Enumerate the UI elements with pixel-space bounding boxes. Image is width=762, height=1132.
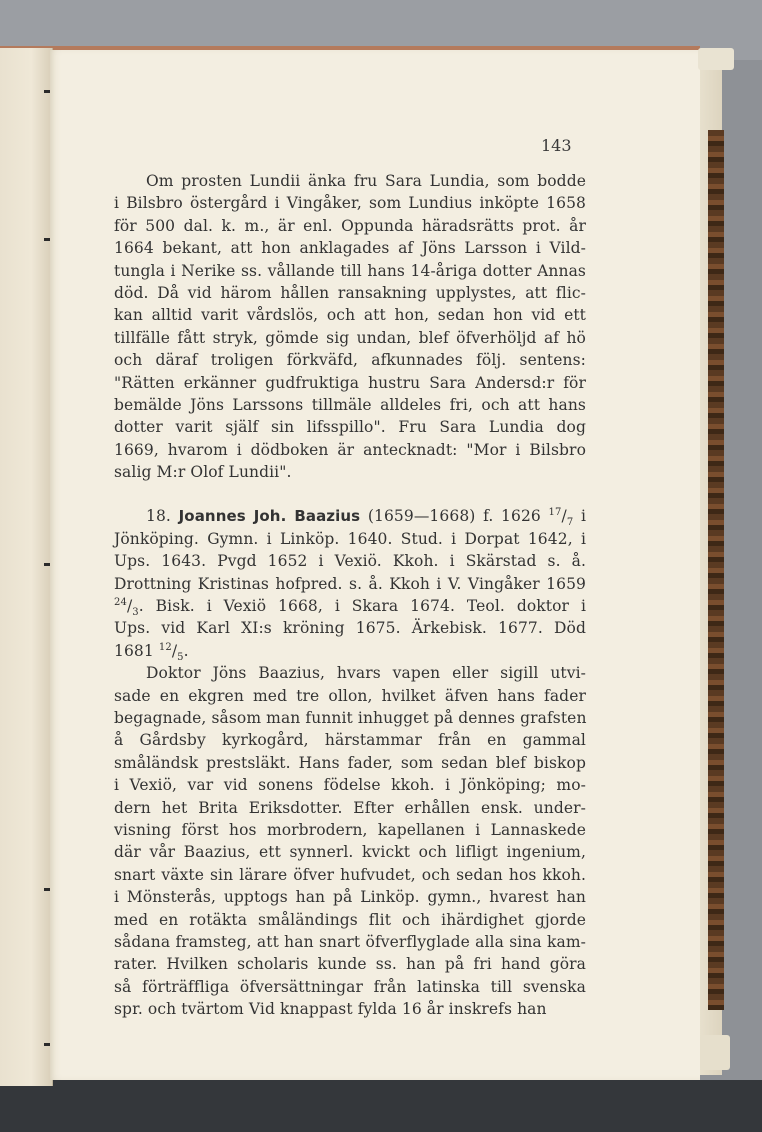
background-bottom bbox=[0, 1080, 762, 1132]
date-day: 24 bbox=[114, 596, 127, 608]
entry-years: (1659—1668) f. 1626 bbox=[367, 507, 541, 526]
left-page bbox=[0, 48, 53, 1086]
text-line: för 500 dal. k. m., är enl. Oppunda häradsrätts prot. år bbox=[114, 216, 586, 235]
text-line: spr. och tvärtom Vid knappast fylda 16 år inskrefs han bbox=[114, 1000, 547, 1019]
text-line: rater. Hvilken scholaris kunde ss. han på fri hand göra bbox=[114, 955, 586, 974]
text-line: i Bilsbro östergård i Vingåker, som Lundius inköpte 1658 bbox=[114, 194, 586, 213]
text-line: snart växte sin lärare öfver hufvudet, och sedan hos kkoh. bbox=[114, 865, 586, 884]
death-month: 5 bbox=[177, 651, 184, 663]
date-month: 3 bbox=[132, 607, 139, 619]
text-line: salig M:r Olof Lundii". bbox=[114, 463, 292, 482]
page-number: 143 bbox=[541, 136, 572, 155]
text-line: död. Då vid härom hållen ransakning upplystes, att flic- bbox=[114, 283, 586, 302]
entry-name: Joannes Joh. Baazius bbox=[178, 507, 361, 526]
entry-heading-line: 18. Joannes Joh. Baazius (1659—1668) f. 1626 $^{17}/_7$ i bbox=[114, 505, 586, 527]
paragraph-baazius bbox=[114, 662, 586, 1020]
text-line: Om prosten Lundii änka fru Sara Lundia, som bodde bbox=[146, 172, 586, 190]
entry-line: $^{24}/_3$. Bisk. i Vexiö 1668, i Skara 1674. Teol. doktor i bbox=[114, 596, 586, 619]
text-line: kan alltid varit vårdslös, och att hon, sedan hon vid ett bbox=[114, 306, 586, 325]
text-line: i Vexiö, var vid sonens födelse kkoh. i Jönköping; mo- bbox=[114, 776, 586, 795]
text-line: tillfälle fått stryk, gömde sig undan, blef öfverhöljd af hö bbox=[114, 328, 586, 347]
spine-bottom bbox=[700, 1035, 730, 1070]
text-line: visning först hos morbrodern, kapellanen i Lannaskede bbox=[114, 820, 586, 839]
death-day: 12 bbox=[158, 641, 172, 653]
text-line: tungla i Nerike ss. vållande till hans 14-åriga dotter Annas bbox=[114, 261, 586, 280]
text-line: sade en ekgren med tre ollon, hvilket äfven hans fader bbox=[114, 686, 586, 705]
text-line: "Rätten erkänner gudfruktiga hustru Sara Andersd:r för bbox=[114, 373, 586, 392]
text-line: dotter varit själf sin lifsspillo". Fru Sara Lundia dog bbox=[114, 418, 586, 437]
text-line: småländsk prestsläkt. Hans fader, som sedan blef biskop bbox=[114, 753, 586, 772]
page-text bbox=[114, 170, 586, 1020]
entry-death-line: 1681 $^{12}/_5$. bbox=[114, 641, 189, 663]
text-line: dern het Brita Eriksdotter. Efter erhållen ensk. under- bbox=[114, 798, 586, 817]
spine-top bbox=[698, 48, 734, 70]
text-line: 1669, hvarom i dödboken är antecknadt: "Mor i Bilsbro bbox=[114, 440, 586, 459]
entry-line: Jönköping. Gymn. i Linköp. 1640. Stud. i Dorpat 1642, i bbox=[114, 529, 586, 548]
text-line: bemälde Jöns Larssons tillmäle alldeles fri, och att hans bbox=[114, 395, 586, 414]
text-line: med en rotäkta småländings flit och ihärdighet gjorde bbox=[114, 910, 586, 929]
entry-line: Ups. 1643. Pvgd 1652 i Vexiö. Kkoh. i Skärstad s. å. bbox=[114, 552, 586, 571]
entry-number: 18. bbox=[146, 507, 171, 526]
book-spine bbox=[708, 130, 724, 1010]
birth-month: 7 bbox=[566, 517, 574, 529]
death-year: 1681 bbox=[114, 641, 154, 660]
biography-entry bbox=[114, 505, 586, 662]
entry-line: Ups. vid Karl XI:s kröning 1675. Ärkebisk. 1677. Död bbox=[114, 619, 586, 638]
text-line: 1664 bekant, att hon anklagades af Jöns Larsson i Vild- bbox=[114, 239, 586, 258]
text-line: där vår Baazius, ett synnerl. kvickt och lifligt ingenium, bbox=[114, 843, 586, 862]
entry-line: Drottning Kristinas hofpred. s. å. Kkoh i V. Vingåker 1659 bbox=[114, 574, 586, 593]
entry-line1-end: i bbox=[580, 507, 586, 526]
entry-line-rest: . Bisk. i Vexiö 1668, i Skara 1674. Teol. doktor i bbox=[138, 597, 586, 616]
text-line: och däraf troligen förkväfd, afkunnades följ. sentens: bbox=[114, 351, 586, 370]
paragraph-lundia bbox=[114, 170, 586, 483]
text-line: i Mönsterås, upptogs han på Linköp. gymn., hvarest han bbox=[114, 888, 586, 907]
text-line: sådana framsteg, att han snart öfverflyglade alla sina kam- bbox=[114, 932, 586, 951]
text-line: så förträffliga öfversättningar från latinska till svenska bbox=[114, 977, 586, 996]
text-line: Doktor Jöns Baazius, hvars vapen eller sigill utvi- bbox=[146, 664, 586, 683]
text-line: å Gårdsby kyrkogård, härstammar från en gammal bbox=[114, 731, 586, 750]
birth-day: 17 bbox=[548, 507, 562, 519]
text-line: begagnade, såsom man funnit inhugget på dennes grafsten bbox=[114, 708, 587, 727]
